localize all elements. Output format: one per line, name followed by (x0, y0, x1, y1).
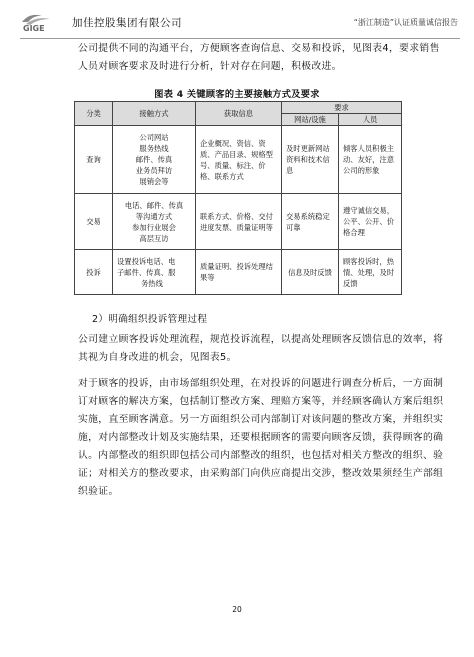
row-contact (113, 126, 196, 194)
report-title: “浙江制造”认证质量诚信报告 (353, 18, 458, 27)
svg-text:GIGE: GIGE (23, 24, 45, 33)
contact-line: 邮件、传真 (135, 155, 173, 164)
table-caption: 图表 4 关键顾客的主要接触方式及要求 (154, 89, 320, 100)
contact-line: 电话、邮件、传真 (124, 200, 184, 210)
body-paragraph-2: 公司建立顾客投诉处理流程，规范投诉流程，以提高处理顾客反馈信息的效率，将其视为自身改进的机会，见图表5。 (78, 334, 444, 363)
row-category: 投诉 (75, 250, 113, 295)
contact-line: 业务员拜访 (135, 166, 173, 175)
row-web: 交易系统稳定可靠 (282, 194, 339, 250)
row-category: 交易 (75, 194, 113, 250)
intro-paragraph: 公司提供不同的沟通平台，方便顾客查询信息、交易和投诉，见图表4，要求销售人员对顾客要求及时进行分析，针对存在问题，积极改进。 (78, 43, 440, 72)
row-web: 信息及时反馈 (282, 250, 339, 295)
row-staff: 倾客人员积极主动、友好，注意公司的形象 (339, 126, 402, 194)
header-category: 分类 (75, 102, 113, 126)
row-info: 联系方式、价格、交付进度发票、质量证明等 (196, 194, 282, 250)
row-staff: 顾客投诉时，热情、处理，及时反馈 (339, 250, 402, 295)
contact-line: 展销会等 (139, 177, 169, 186)
row-staff: 遵守诚信交易，公平、公开、价格合理 (339, 194, 402, 250)
contact-line: 等沟通方式 (135, 211, 173, 221)
contact-line: 务热线 (141, 278, 163, 288)
row-contact (113, 250, 196, 295)
table-row (75, 250, 402, 295)
section-heading: 2）明确组织投诉管理过程 (92, 314, 208, 325)
contact-line: 设置投诉电话、电 (117, 256, 176, 266)
body-paragraph-3: 对于顾客的投诉，由市场部组织处理，在对投诉的问题进行调查分析后，一方面制订对顾客的解决方案，包括制订整改方案、理赔方案等，并经顾客确认方案后组织实施，直至顾客满意。另一方面组织公司内部制订对该问题的整改方案，并组织实施，对内部整改计划及实施结果，还要根据顾客的需要向顾客反馈，获得顾客的确认。内部整改的组织即包括公司内部整改的组织，也包括对相关方整改的组织、验证；对相关方的整改要求，由采购部门向供应商提出交涉，整改效果须经生产部组织验证。 (78, 378, 444, 497)
header-info: 获取信息 (196, 102, 282, 126)
contact-line: 公司网站 (139, 133, 169, 142)
row-web: 及时更新网站资料和技术信息 (282, 126, 339, 194)
row-category: 查询 (75, 126, 113, 194)
header-contact: 接触方式 (113, 102, 196, 126)
page-header (20, 8, 460, 39)
contact-line: 服务热线 (139, 144, 169, 153)
row-info: 企业概况、资信、资质、产品目录、规格型号、质量、标注、价格、联系方式 (196, 126, 282, 194)
contact-methods-table (74, 101, 402, 295)
company-name: 加佳控股集团有限公司 (72, 17, 182, 29)
page-number: 20 (232, 605, 242, 614)
table-row (75, 194, 402, 250)
contact-line: 子邮件、传真、服 (117, 267, 176, 277)
row-contact (113, 194, 196, 250)
row-info: 质量证明、投诉处理结果等 (196, 250, 282, 295)
contact-line: 参加行业展会 (132, 222, 176, 232)
table-row (75, 126, 402, 194)
contact-line: 高层互访 (139, 233, 169, 243)
header-requirements: 要求 (282, 102, 402, 114)
company-logo (20, 11, 64, 33)
header-web-system: 网站/设施 (282, 114, 339, 126)
header-staff: 人员 (339, 114, 402, 126)
